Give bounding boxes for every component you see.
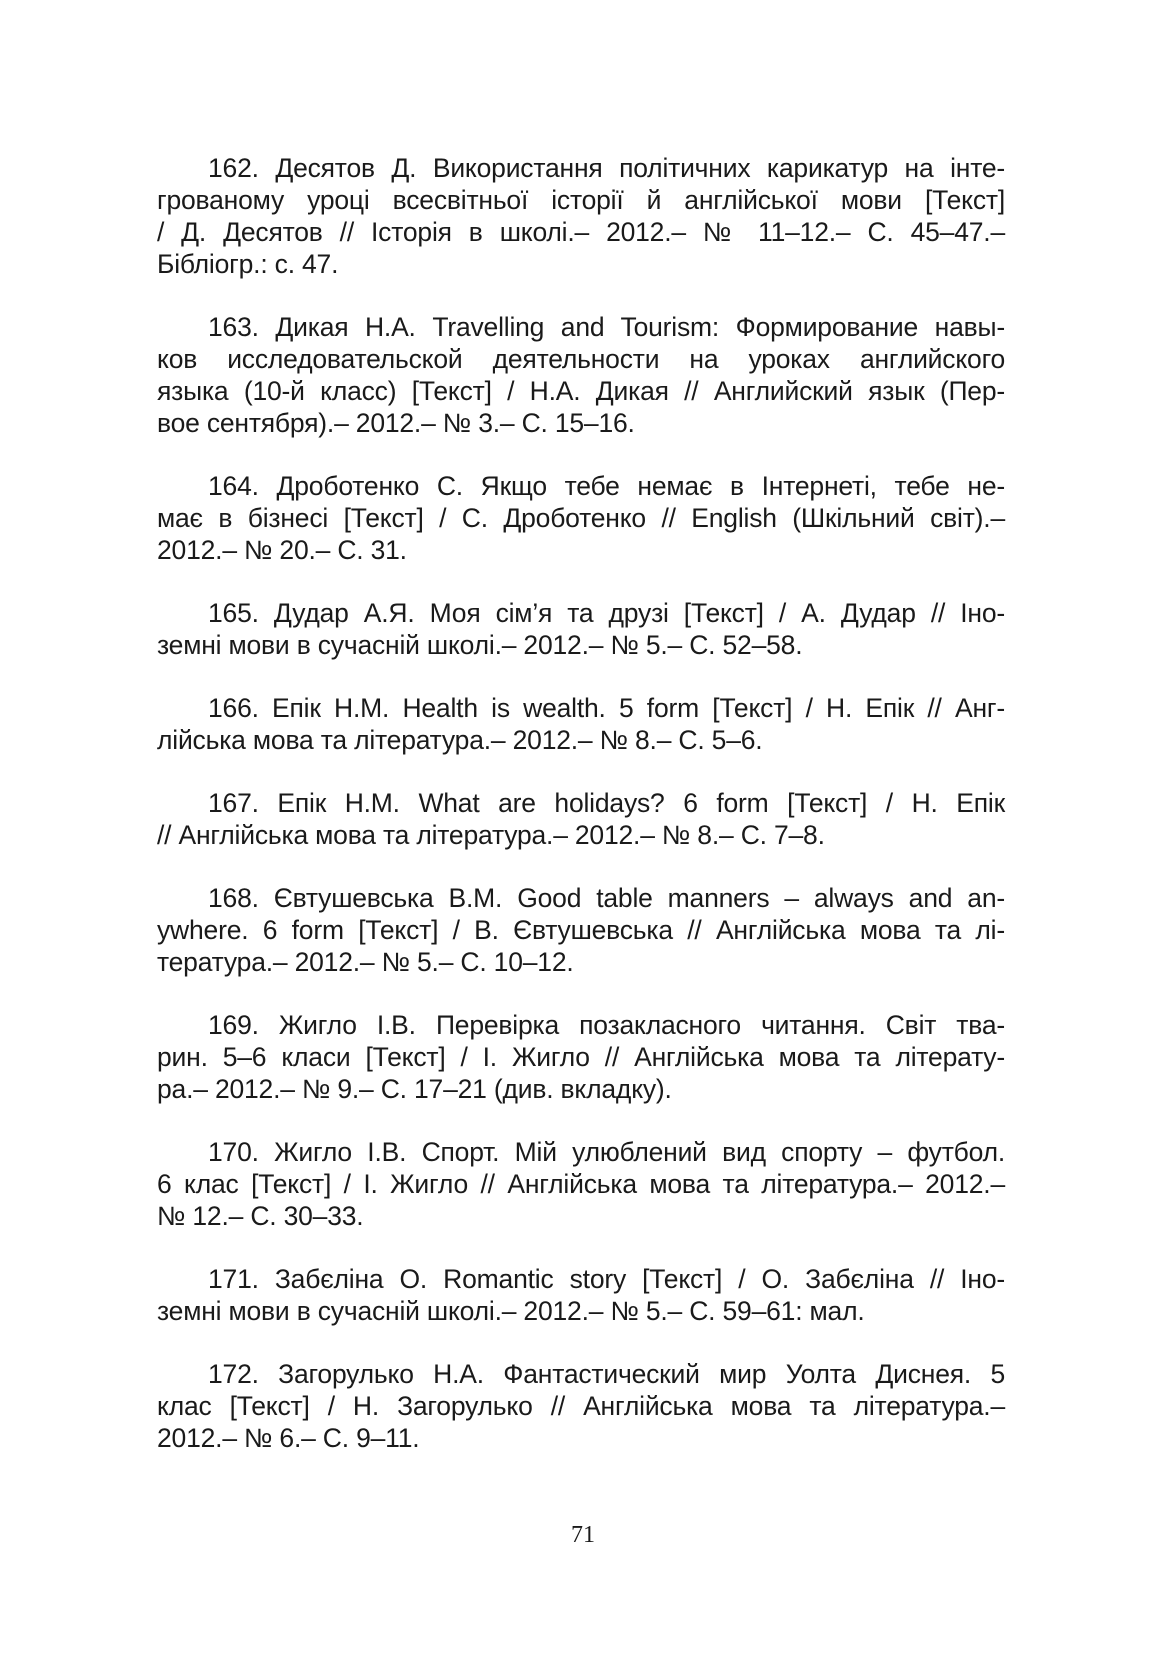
bibliography-entry-164 xyxy=(157,470,1005,566)
bibliography-entry-168 xyxy=(157,882,1005,978)
entry-line: ра.– 2012.– № 9.– С. 17–21 (див. вкладку). xyxy=(157,1074,672,1104)
entry-line: 2012.– № 20.– С. 31. xyxy=(157,535,407,565)
entry-line: має в бізнесі [Текст] / С. Дроботенко // English (Шкільний світ).– xyxy=(157,503,1005,533)
entry-line: 167. Епік Н.М. What are holidays? 6 form [Текст] / Н. Епік xyxy=(208,788,1005,818)
entry-line: 171. Забєліна О. Romantic story [Текст] / О. Забєліна // Іно- xyxy=(208,1264,1005,1294)
entry-line: клас [Текст] / Н. Загорулько // Англійська мова та література.– xyxy=(157,1391,1005,1421)
entry-line: земні мови в сучасній школі.– 2012.– № 5.– С. 59–61: мал. xyxy=(157,1296,865,1326)
entry-line: тература.– 2012.– № 5.– С. 10–12. xyxy=(157,947,574,977)
entry-line: рин. 5–6 класи [Текст] / І. Жигло // Англійська мова та літерату- xyxy=(157,1042,1005,1072)
entry-line: лійська мова та література.– 2012.– № 8.– С. 5–6. xyxy=(157,725,763,755)
bibliography-entry-165 xyxy=(157,597,1005,661)
entry-line: 166. Епік Н.М. Health is wealth. 5 form [Текст] / Н. Епік // Анг- xyxy=(208,693,1005,723)
entry-line: земні мови в сучасній школі.– 2012.– № 5.– С. 52–58. xyxy=(157,630,803,660)
entry-line: 6 клас [Текст] / І. Жигло // Англійська мова та література.– 2012.– xyxy=(157,1169,1005,1199)
page-number: 71 xyxy=(571,1522,595,1548)
entry-line: 168. Євтушевська В.М. Good table manners – always and an- xyxy=(208,883,1005,913)
entry-line: № 12.– С. 30–33. xyxy=(157,1201,364,1231)
entry-line: вое сентября).– 2012.– № 3.– С. 15–16. xyxy=(157,408,635,438)
bibliography-entry-163 xyxy=(157,311,1005,439)
entry-line: ywhere. 6 form [Текст] / В. Євтушевська // Англійська мова та лі- xyxy=(157,915,1005,945)
entry-line: 162. Десятов Д. Використання політичних карикатур на інте- xyxy=(208,153,1005,183)
entry-line: Бібліогр.: с. 47. xyxy=(157,249,339,279)
entry-line: // Англійська мова та література.– 2012.– № 8.– С. 7–8. xyxy=(157,820,825,850)
entry-line: 169. Жигло І.В. Перевірка позакласного читання. Світ тва- xyxy=(208,1010,1005,1040)
entry-line: 172. Загорулько Н.А. Фантастический мир Уолта Диснея. 5 xyxy=(208,1359,1005,1389)
bibliography-entry-167 xyxy=(157,787,1005,851)
entry-line: языка (10-й класс) [Текст] / Н.А. Дикая // Английский язык (Пер- xyxy=(157,376,1005,406)
bibliography-entry-169 xyxy=(157,1009,1005,1105)
bibliography-entry-172 xyxy=(157,1358,1005,1454)
entry-line: 170. Жигло І.В. Спорт. Мій улюблений вид спорту – футбол. xyxy=(208,1137,1005,1167)
bibliography-entry-162 xyxy=(157,152,1005,280)
entry-line: ков исследовательской деятельности на уроках английского xyxy=(157,344,1005,374)
entry-line: / Д. Десятов // Історія в школі.– 2012.– № 11–12.– С. 45–47.– xyxy=(157,217,1005,247)
entry-line: 2012.– № 6.– С. 9–11. xyxy=(157,1423,420,1453)
bibliography-entry-166 xyxy=(157,692,1005,756)
bibliography-list xyxy=(157,152,1005,1485)
entry-line: 163. Дикая Н.А. Travelling and Tourism: Формирование навы- xyxy=(208,312,1005,342)
entry-line: 165. Дудар А.Я. Моя сім’я та друзі [Текст] / А. Дудар // Іно- xyxy=(208,598,1005,628)
entry-line: 164. Дроботенко С. Якщо тебе немає в Інтернеті, тебе не- xyxy=(208,471,1005,501)
entry-line: грованому уроці всесвітньої історії й англійської мови [Текст] xyxy=(157,185,1005,215)
bibliography-entry-171 xyxy=(157,1263,1005,1327)
bibliography-entry-170 xyxy=(157,1136,1005,1232)
